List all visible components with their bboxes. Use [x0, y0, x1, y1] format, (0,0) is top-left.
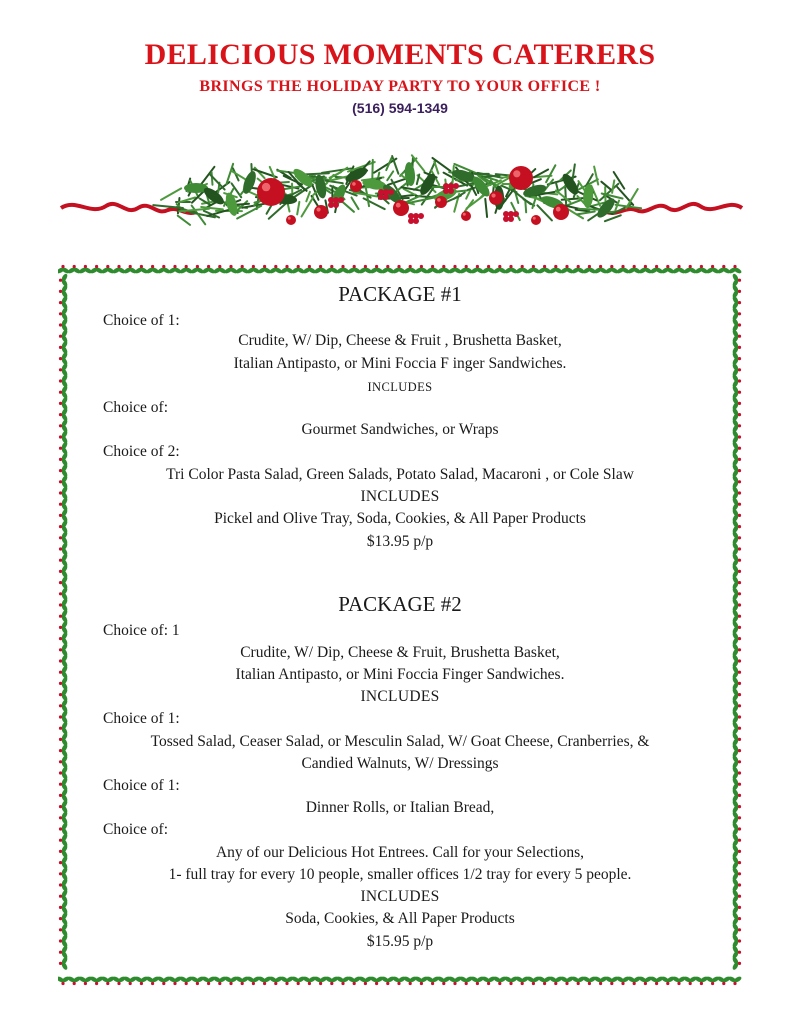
package-1-choice-3-label: Choice of 2: [103, 443, 180, 460]
package-2-choice-1-label: Choice of: 1 [103, 622, 180, 639]
package-1-price: $13.95 p/p [366, 533, 434, 550]
package-2-includes-1: INCLUDES [360, 688, 440, 705]
package-1-heading: PACKAGE #1 [338, 282, 462, 306]
package-2-choice-4-line-1: Any of our Delicious Hot Entrees. Call for your Selections, [215, 844, 585, 861]
package-2-choice-1-line-2: Italian Antipasto, or Mini Foccia Finger Sandwiches. [235, 666, 565, 683]
package-2-includes-2: INCLUDES [360, 888, 440, 905]
package-1-choice-1-label: Choice of 1: [103, 312, 180, 329]
package-1-choice-1-line-2: Italian Antipasto, or Mini Foccia F inger Sandwiches. [233, 355, 567, 372]
tagline: BRINGS THE HOLIDAY PARTY TO YOUR OFFICE ! [199, 78, 601, 95]
package-2-choice-4-line-2: 1- full tray for every 10 people, smaller offices 1/2 tray for every 5 people. [168, 866, 632, 883]
package-2-choice-1-line-1: Crudite, W/ Dip, Cheese & Fruit, Brushetta Basket, [240, 644, 560, 661]
package-2-choice-3-line-1: Dinner Rolls, or Italian Bread, [305, 799, 495, 816]
package-2-choice-4-label: Choice of: [103, 821, 168, 838]
package-1-includes-2-line: Pickel and Olive Tray, Soda, Cookies, & All Paper Products [214, 510, 586, 527]
package-1-choice-3-line-1: Tri Color Pasta Salad, Green Salads, Potato Salad, Macaroni , or Cole Slaw [166, 466, 634, 483]
package-2-choice-2-label: Choice of 1: [103, 710, 180, 727]
package-2-price: $15.95 p/p [366, 933, 434, 950]
package-1-choice-2-line-1: Gourmet Sandwiches, or Wraps [301, 421, 499, 438]
package-2-heading: PACKAGE #2 [338, 592, 462, 616]
package-2-choice-2-line-2: Candied Walnuts, W/ Dressings [301, 755, 499, 772]
package-1-includes-1: INCLUDES [367, 380, 433, 394]
package-1-choice-1-line-1: Crudite, W/ Dip, Cheese & Fruit , Brushetta Basket, [238, 332, 562, 349]
package-2-choice-2-line-1: Tossed Salad, Ceaser Salad, or Mesculin Salad, W/ Goat Cheese, Cranberries, & [150, 733, 650, 750]
package-2-includes-2-line: Soda, Cookies, & All Paper Products [285, 910, 515, 927]
company-title: DELICIOUS MOMENTS CATERERS [144, 38, 656, 71]
package-1-choice-2-label: Choice of: [103, 399, 168, 416]
phone-number: (516) 594-1349 [352, 100, 448, 116]
package-1-includes-2: INCLUDES [360, 488, 440, 505]
package-2-choice-3-label: Choice of 1: [103, 777, 180, 794]
